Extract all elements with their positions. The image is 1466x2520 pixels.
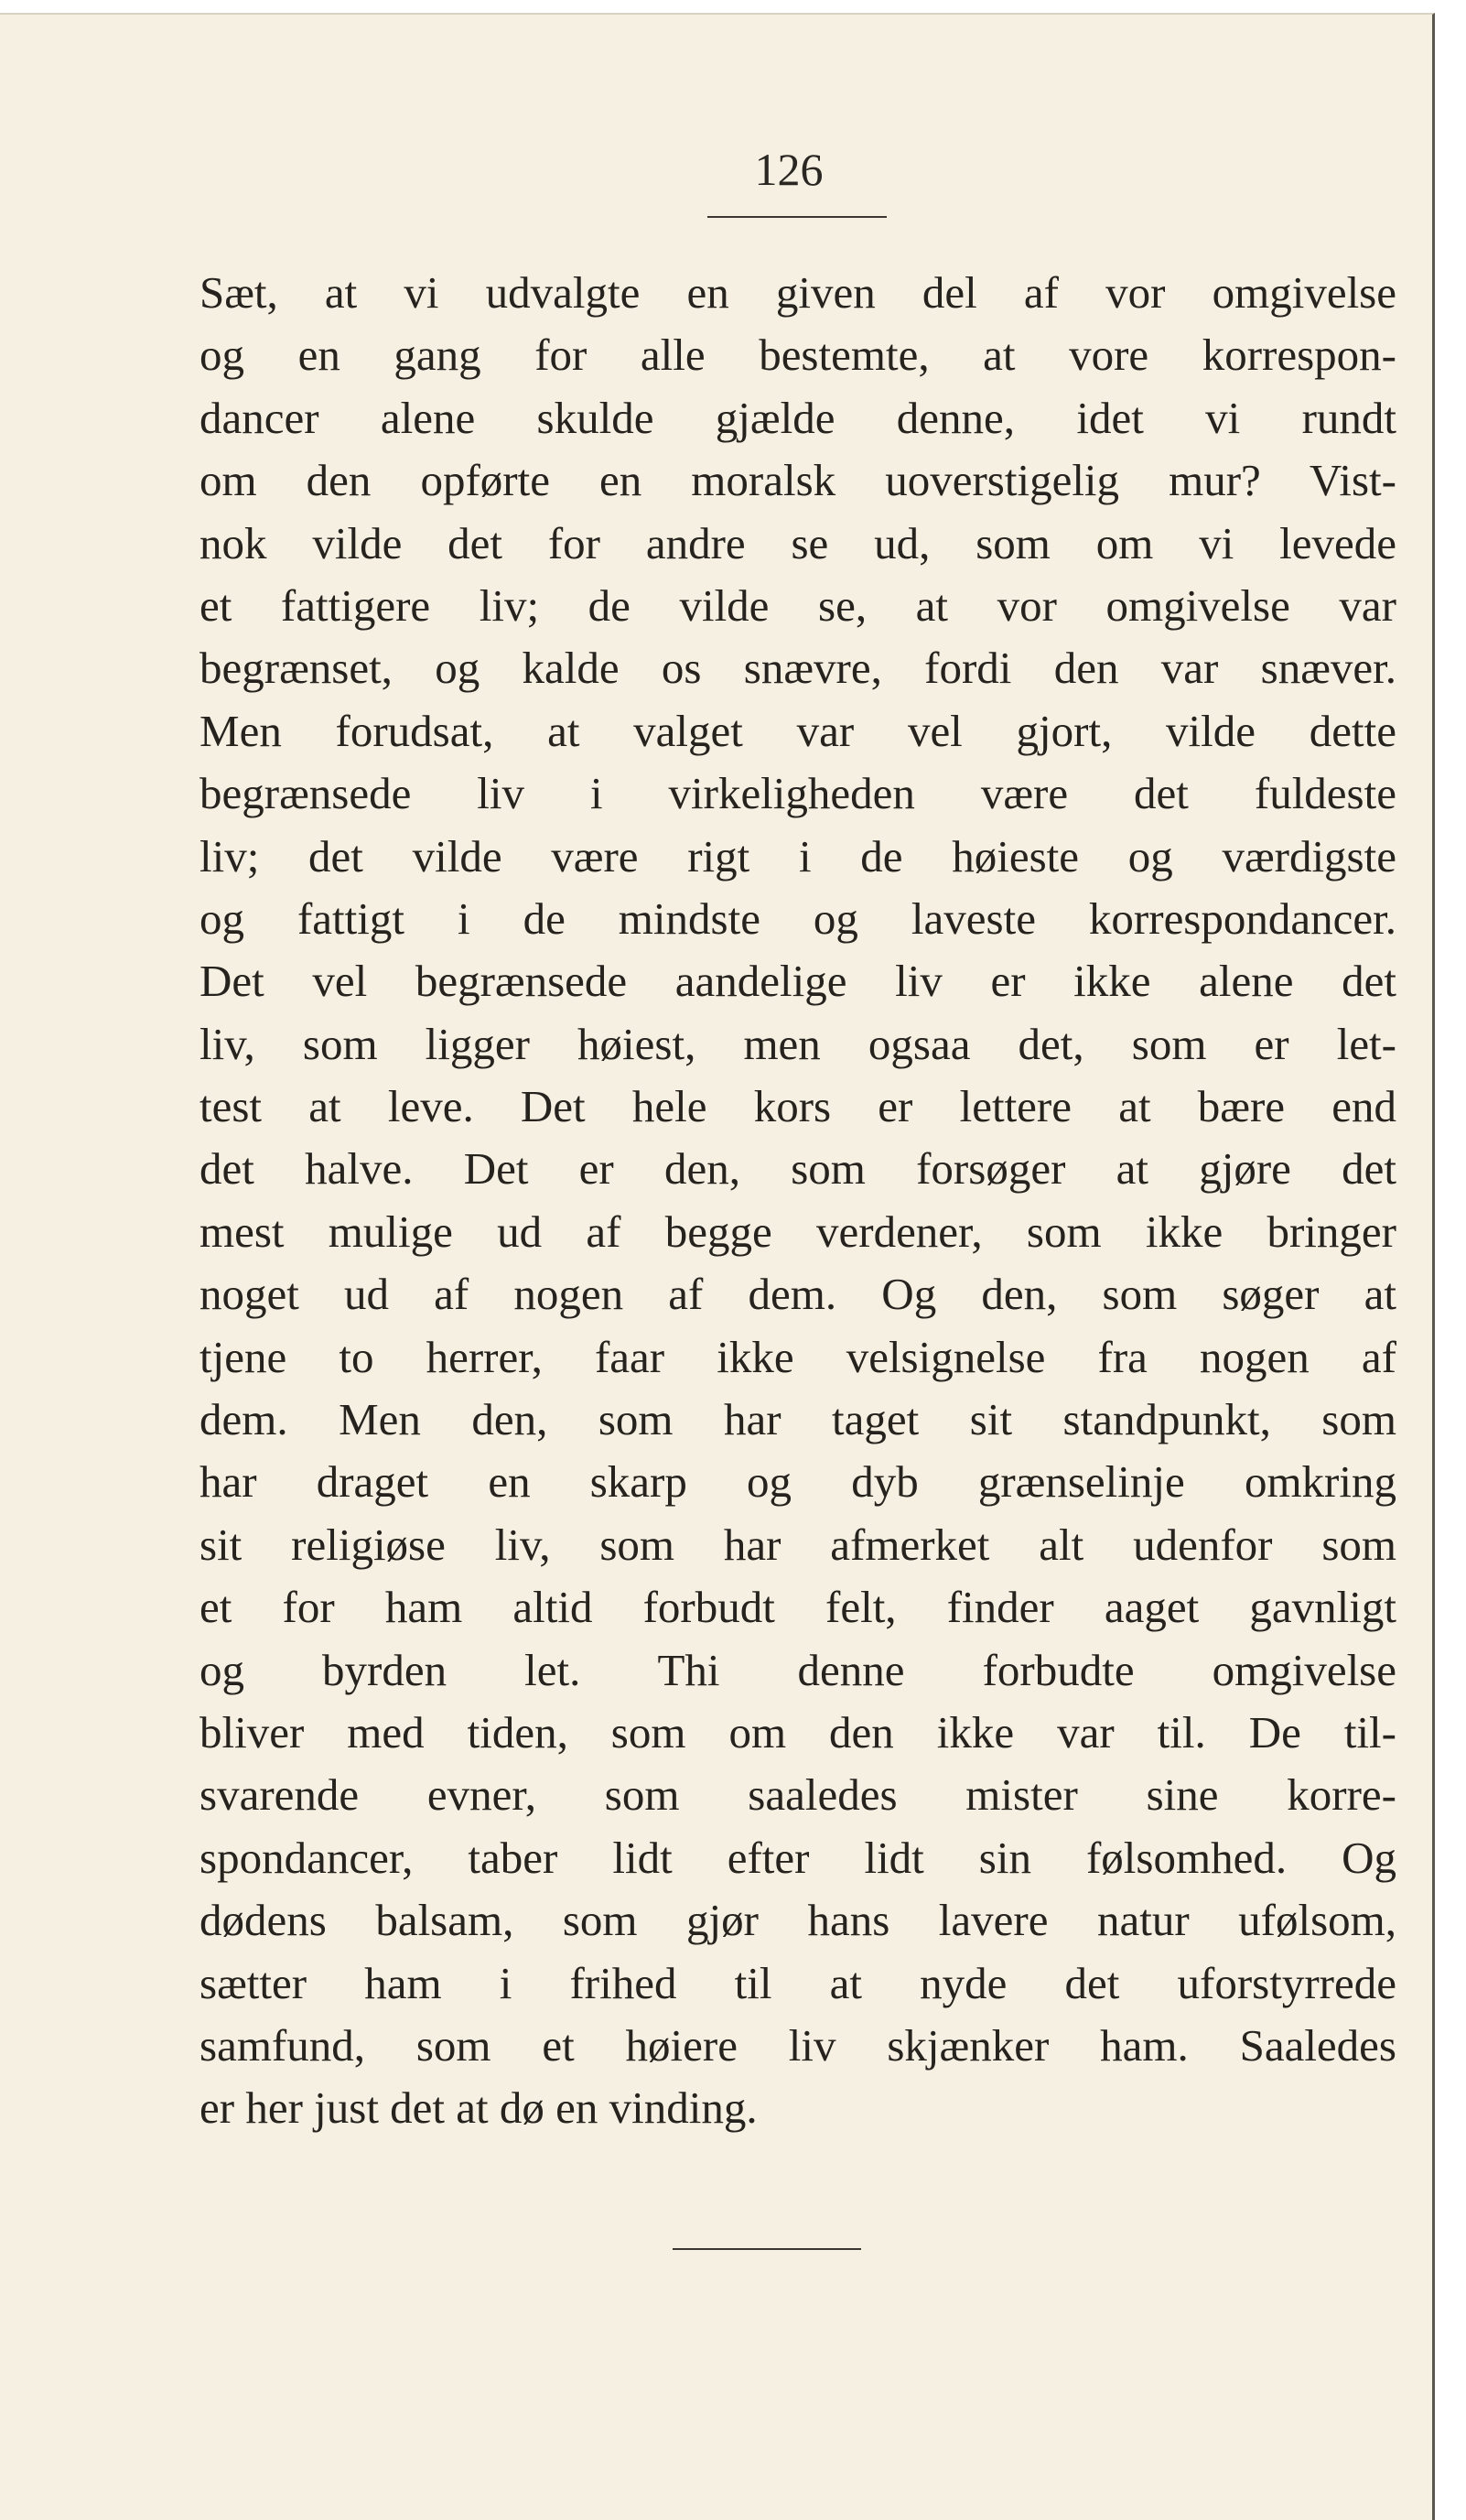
text-line: Det vel begrænsede aandelige liv er ikke alene det [199, 956, 1396, 1007]
text-line: samfund, som et høiere liv skjænker ham. Saaledes [199, 2019, 1396, 2071]
text-line: noget ud af nogen af dem. Og den, som søger at [199, 1269, 1396, 1320]
text-line: dødens balsam, som gjør hans lavere natur ufølsom, [199, 1895, 1396, 1946]
text-line: sit religiøse liv, som har afmerket alt udenfor som [199, 1519, 1396, 1570]
text-line: det halve. Det er den, som forsøger at gjøre det [199, 1143, 1396, 1195]
text-line: om den opførte en moralsk uoverstigelig mur? Vist- [199, 455, 1396, 506]
text-line: mest mulige ud af begge verdener, som ikke bringer [199, 1206, 1396, 1257]
text-line: svarende evner, som saaledes mister sine korre- [199, 1769, 1396, 1821]
text-line: og en gang for alle bestemte, at vore korrespon- [199, 330, 1396, 381]
text-line: liv, som ligger høiest, men ogsaa det, som er let- [199, 1018, 1396, 1069]
text-line: har draget en skarp og dyb grænselinje omkring [199, 1456, 1396, 1508]
page-number-rule [707, 216, 887, 218]
text-line: liv; det vilde være rigt i de høieste og værdigste [199, 830, 1396, 881]
text-line: og fattigt i de mindste og laveste korrespondancer. [199, 892, 1396, 944]
text-line: er her just det at dø en vinding. [199, 2082, 758, 2134]
text-line: spondancer, taber lidt efter lidt sin følsomhed. Og [199, 1832, 1396, 1883]
book-page [0, 13, 1435, 2520]
page-number: 126 [754, 144, 824, 195]
text-line: dancer alene skulde gjælde denne, idet vi rundt [199, 392, 1396, 443]
text-line: begrænsede liv i virkeligheden være det fuldeste [199, 768, 1396, 819]
text-line: Sæt, at vi udvalgte en given del af vor omgivelse [199, 267, 1396, 318]
text-line: et fattigere liv; de vilde se, at vor omgivelse var [199, 579, 1396, 631]
text-line: tjene to herrer, faar ikke velsignelse fra nogen af [199, 1331, 1396, 1382]
text-line: begrænset, og kalde os snævre, fordi den var snæver. [199, 643, 1396, 694]
text-line: test at leve. Det hele kors er lettere at bære end [199, 1081, 1396, 1132]
text-line: Men forudsat, at valget var vel gjort, vilde dette [199, 705, 1396, 756]
text-line: nok vilde det for andre se ud, som om vi levede [199, 517, 1396, 568]
text-line: bliver med tiden, som om den ikke var til. De til- [199, 1706, 1396, 1758]
text-line: og byrden let. Thi denne forbudte omgivelse [199, 1644, 1396, 1695]
text-line: sætter ham i frihed til at nyde det uforstyrrede [199, 1957, 1396, 2008]
end-rule [673, 2248, 861, 2250]
text-line: et for ham altid forbudt felt, finder aaget gavnligt [199, 1582, 1396, 1633]
text-line: dem. Men den, som har taget sit standpunkt, som [199, 1394, 1396, 1445]
body-text [199, 262, 1396, 2140]
